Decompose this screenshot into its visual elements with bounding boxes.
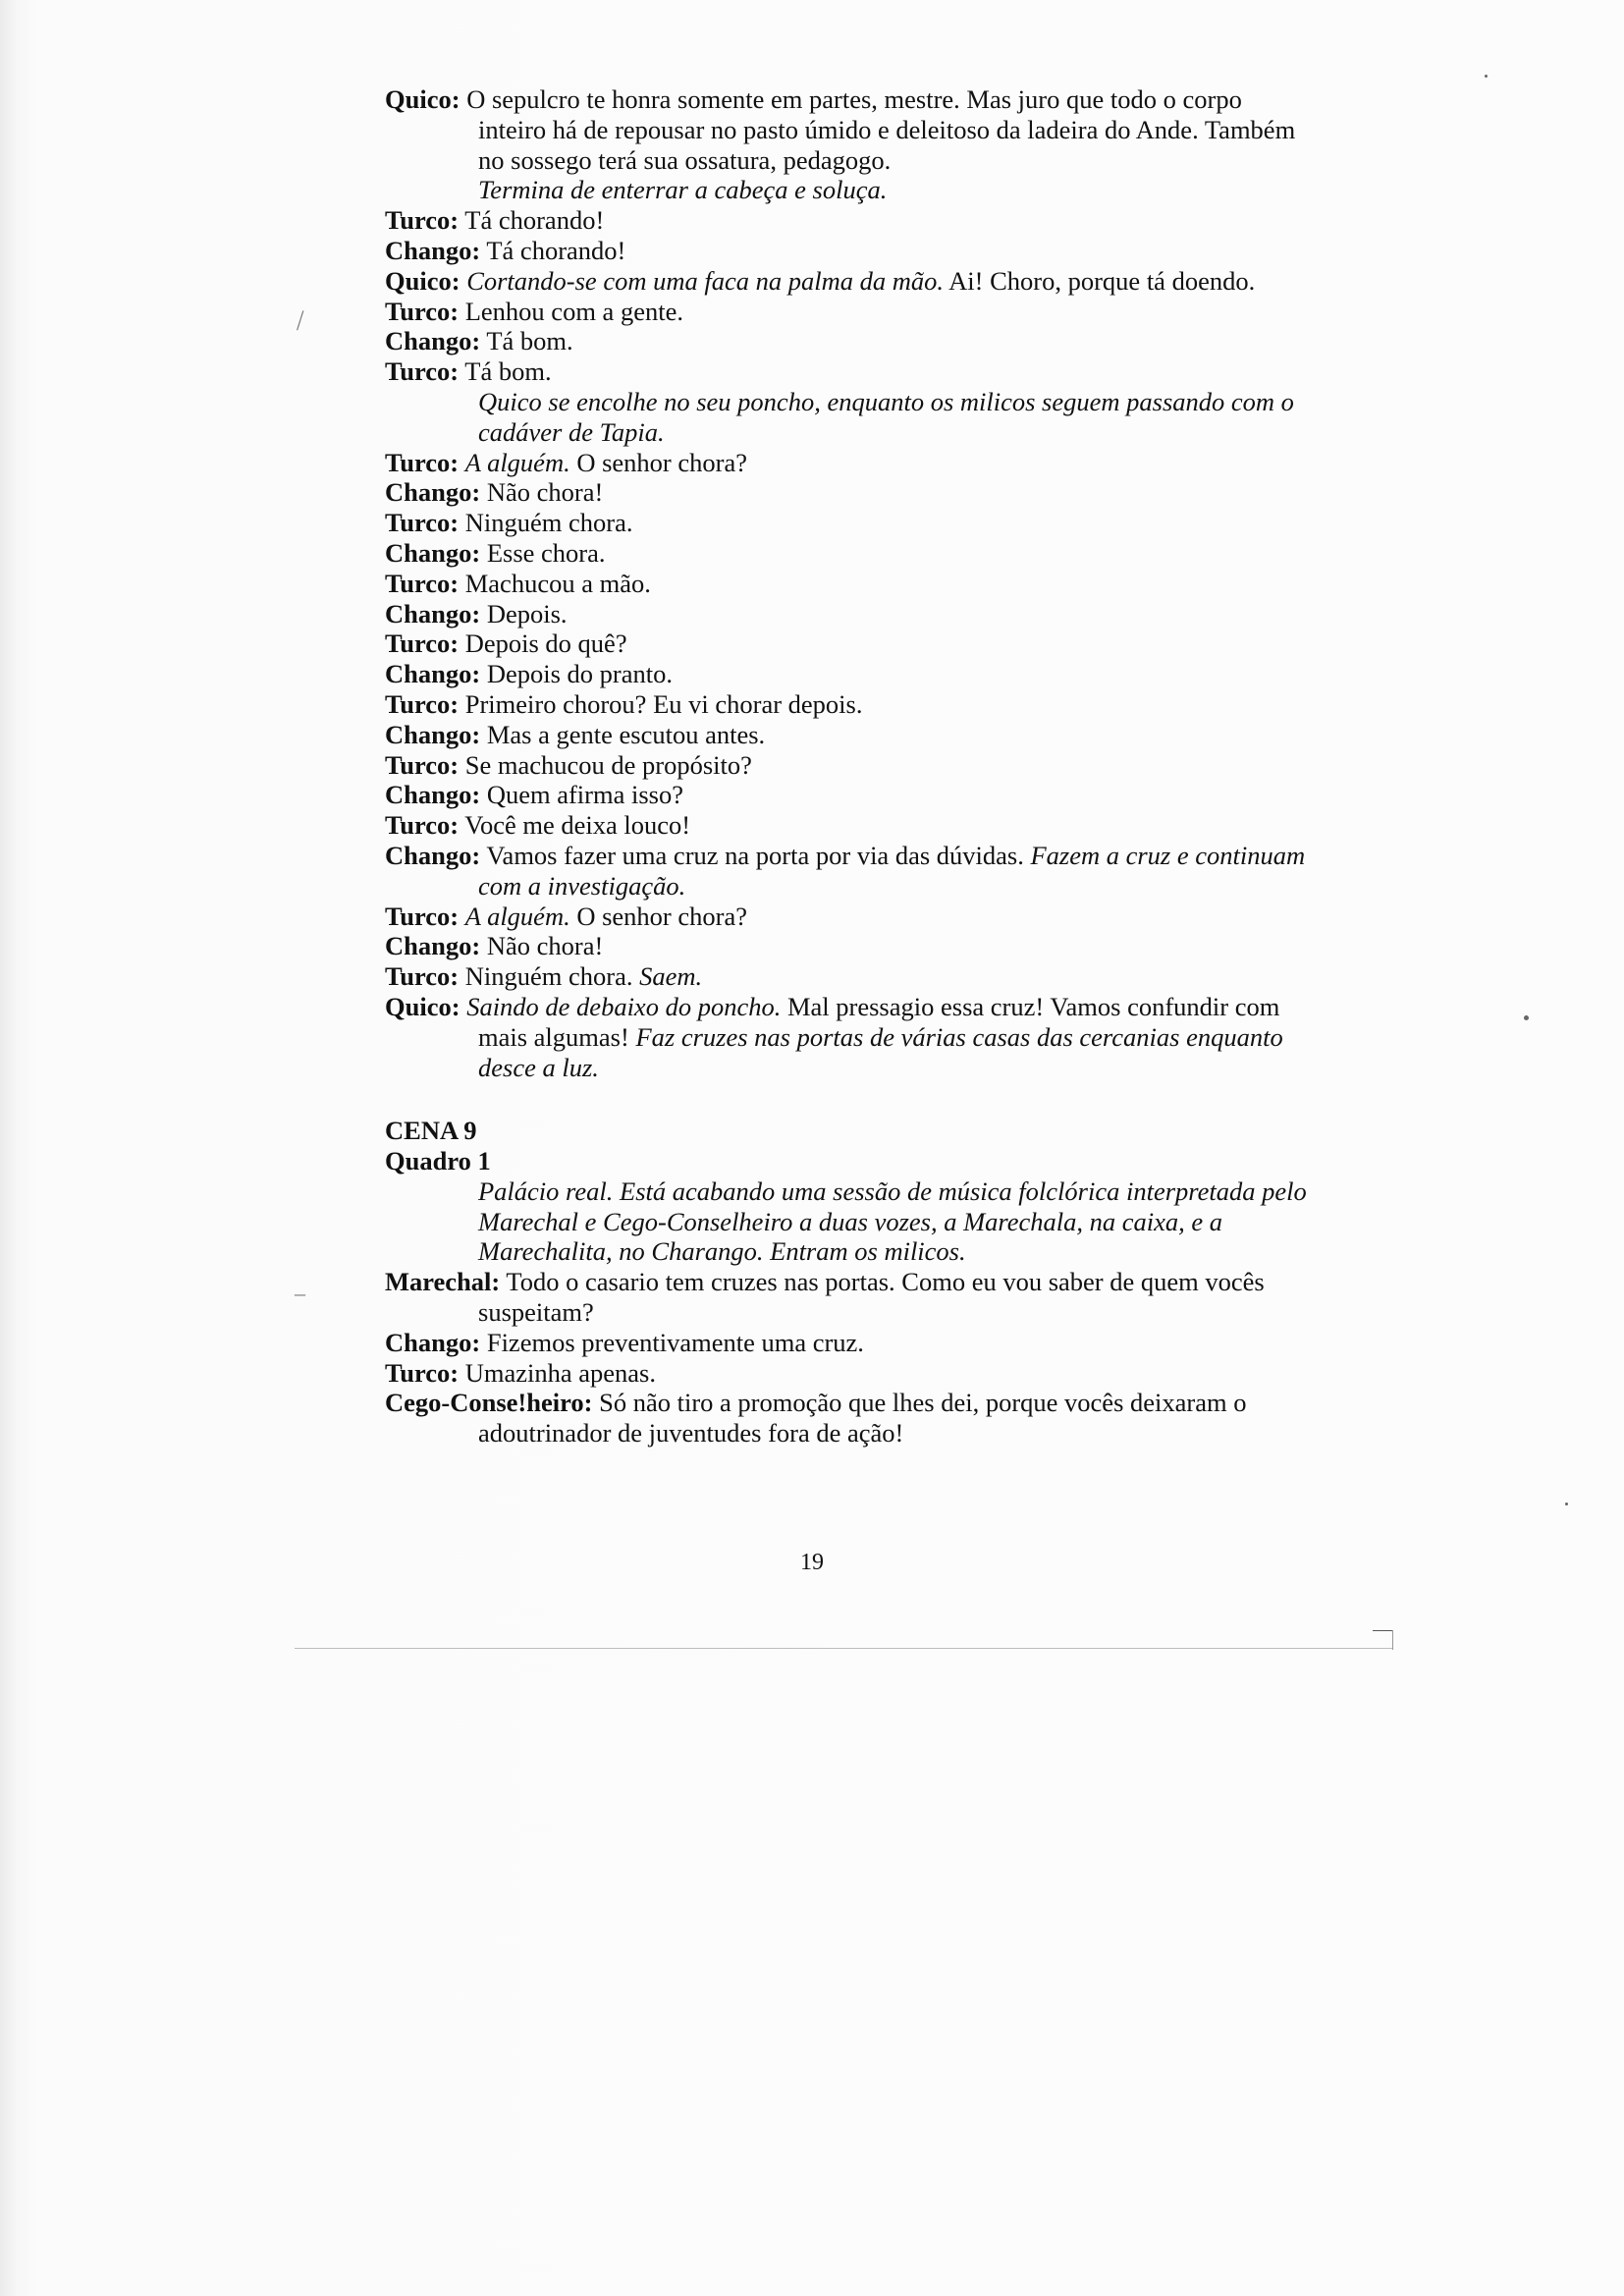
dialogue-text: Mas a gente escutou antes. <box>486 719 766 749</box>
speaker-name: Cego-Conse!heiro: <box>385 1388 593 1418</box>
dialogue-line <box>385 902 1308 932</box>
dialogue-text: Se machucou de propósito? <box>464 749 752 780</box>
speaker-name: Chango: <box>385 598 481 629</box>
dialogue-line <box>385 356 1308 387</box>
dialogue-text: Mal pressagio essa cruz! Vamos confundir com mais algumas! <box>478 991 1280 1052</box>
speaker-name: Quico: <box>385 265 460 296</box>
dialogue-text: Tá chorando! <box>486 235 626 265</box>
speaker-name: Chango: <box>385 1327 481 1357</box>
dialogue-text: Primeiro chorou? Eu vi chorar depois. <box>464 688 863 719</box>
dialogue-line <box>385 266 1308 297</box>
dialogue-text: Depois do pranto. <box>486 659 673 689</box>
speaker-name: Quico: <box>385 84 460 114</box>
dialogue-line <box>385 508 1308 538</box>
script-text <box>385 84 1308 1449</box>
dialogue-line <box>385 629 1308 659</box>
speaker-name: Chango: <box>385 477 481 508</box>
dialogue-line <box>385 205 1308 236</box>
dialogue-text: Quem afirma isso? <box>486 780 683 810</box>
speaker-name: Turco: <box>385 1357 460 1388</box>
dialogue-text: Ninguém chora. <box>464 961 640 992</box>
stage-direction-inline: A alguém. <box>464 901 570 931</box>
dialogue-text: Umazinha apenas. <box>464 1357 656 1388</box>
stage-direction-inline: Saindo de debaixo do poncho. <box>466 991 782 1021</box>
speaker-name: Chango: <box>385 840 481 870</box>
dialogue-line <box>385 297 1308 327</box>
dialogue-text: Vamos fazer uma cruz na porta por via das dúvidas. <box>486 840 1031 870</box>
dialogue-text: Você me deixa louco! <box>464 810 691 841</box>
sheet-corner-edge <box>1392 1630 1393 1650</box>
margin-mark: ⧸ <box>297 308 304 333</box>
dialogue-line <box>385 569 1308 599</box>
dialogue-text: O senhor chora? <box>569 447 747 477</box>
dialogue-text: Lenhou com a gente. <box>464 296 683 326</box>
dialogue-text: Depois do quê? <box>464 629 627 659</box>
speaker-name: Turco: <box>385 296 460 326</box>
speaker-name: Turco: <box>385 205 460 236</box>
scan-speck <box>1565 1503 1568 1505</box>
dialogue-text: Tá chorando! <box>464 205 605 236</box>
speaker-name: Chango: <box>385 659 481 689</box>
dialogue-line <box>385 992 1308 1082</box>
speaker-name: Chango: <box>385 719 481 749</box>
stage-direction: Termina de enterrar a cabeça e soluça. <box>478 175 888 205</box>
dialogue-line <box>385 84 1308 175</box>
speaker-name: Quico: <box>385 991 460 1021</box>
speaker-name: Chango: <box>385 780 481 810</box>
speaker-name: Turco: <box>385 810 460 841</box>
dialogue-text: Ai! Choro, porque tá doendo. <box>944 265 1256 296</box>
speaker-name: Turco: <box>385 749 460 780</box>
speaker-name: Chango: <box>385 235 481 265</box>
scene-heading: Quadro 1 <box>385 1146 491 1176</box>
dialogue-line <box>385 750 1308 781</box>
dialogue-line <box>385 1358 1308 1389</box>
stage-direction-inline: Faz cruzes nas portas de várias casas das cercanias enquanto desce a luz. <box>478 1021 1283 1082</box>
dialogue-line <box>385 841 1308 902</box>
scene-heading: CENA 9 <box>385 1116 477 1146</box>
speaker-name: Turco: <box>385 568 460 598</box>
page-number: 19 <box>800 1550 824 1575</box>
dialogue-text: O senhor chora? <box>569 901 747 931</box>
dialogue-text: Fizemos preventivamente uma cruz. <box>486 1327 864 1357</box>
speaker-name: Turco: <box>385 629 460 659</box>
dialogue-text: Tá bom. <box>464 356 552 387</box>
stage-direction-inline: Fazem a cruz e continuam com a investigação. <box>478 840 1306 901</box>
speaker-name: Turco: <box>385 356 460 387</box>
dialogue-line <box>385 1267 1308 1328</box>
dialogue-line <box>385 477 1308 508</box>
dialogue-line <box>385 538 1308 569</box>
scan-speck <box>1524 1015 1529 1020</box>
dialogue-line <box>385 236 1308 266</box>
dialogue-line <box>385 659 1308 689</box>
dialogue-line <box>385 689 1308 720</box>
dialogue-line <box>385 1328 1308 1358</box>
sheet-corner-mark <box>1373 1630 1392 1631</box>
stage-direction-inline: Cortando-se com uma faca na palma da mão. <box>466 265 944 296</box>
stage-direction-inline: Saem. <box>639 961 703 992</box>
speaker-name: Turco: <box>385 447 460 477</box>
scan-speck <box>1485 75 1488 78</box>
dialogue-text: Não chora! <box>486 477 604 508</box>
sheet-edge <box>295 1648 1392 1649</box>
dialogue-text: Não chora! <box>486 931 604 961</box>
speaker-name: Marechal: <box>385 1267 501 1297</box>
dialogue-line <box>385 448 1308 478</box>
dialogue-text: Só não tiro a promoção que lhes dei, porque vocês deixaram o adoutrinador de juventudes fora de ação! <box>478 1388 1247 1449</box>
speaker-name: Chango: <box>385 537 481 568</box>
speaker-name: Turco: <box>385 901 460 931</box>
dialogue-text: Depois. <box>486 598 568 629</box>
stage-direction: Palácio real. Está acabando uma sessão de música folclórica interpretada pelo Marechal e Cego-Conselheiro a duas vozes, a Marechala, na caixa, e a Marechalita, no Charango. Entram os milicos. <box>478 1175 1307 1267</box>
speaker-name: Chango: <box>385 326 481 356</box>
dialogue-line <box>385 961 1308 992</box>
dialogue-line <box>385 810 1308 841</box>
dialogue-text: Machucou a mão. <box>464 568 651 598</box>
dialogue-line <box>385 720 1308 750</box>
speaker-name: Turco: <box>385 688 460 719</box>
stage-direction-inline: A alguém. <box>464 447 570 477</box>
speaker-name: Turco: <box>385 961 460 992</box>
dialogue-text: Ninguém chora. <box>464 508 633 538</box>
dialogue-text: O sepulcro te honra somente em partes, mestre. Mas juro que todo o corpo inteiro há de repousar no pasto úmido e deleitoso da ladeira do Ande. Também no sossego terá sua ossatura, pedagogo. <box>466 84 1296 175</box>
dialogue-line <box>385 599 1308 629</box>
dialogue-line <box>385 780 1308 810</box>
dialogue-text: Todo o casario tem cruzes nas portas. Como eu vou saber de quem vocês suspeitam? <box>478 1267 1265 1328</box>
speaker-name: Turco: <box>385 508 460 538</box>
dialogue-text: Tá bom. <box>486 326 573 356</box>
speaker-name: Chango: <box>385 931 481 961</box>
dialogue-line <box>385 1388 1308 1449</box>
margin-mark: ‒ <box>295 1281 305 1305</box>
dialogue-text: Esse chora. <box>486 537 606 568</box>
dialogue-line <box>385 326 1308 356</box>
stage-direction: Quico se encolhe no seu poncho, enquanto os milicos seguem passando com o cadáver de Tapia. <box>478 386 1294 447</box>
dialogue-line <box>385 931 1308 961</box>
